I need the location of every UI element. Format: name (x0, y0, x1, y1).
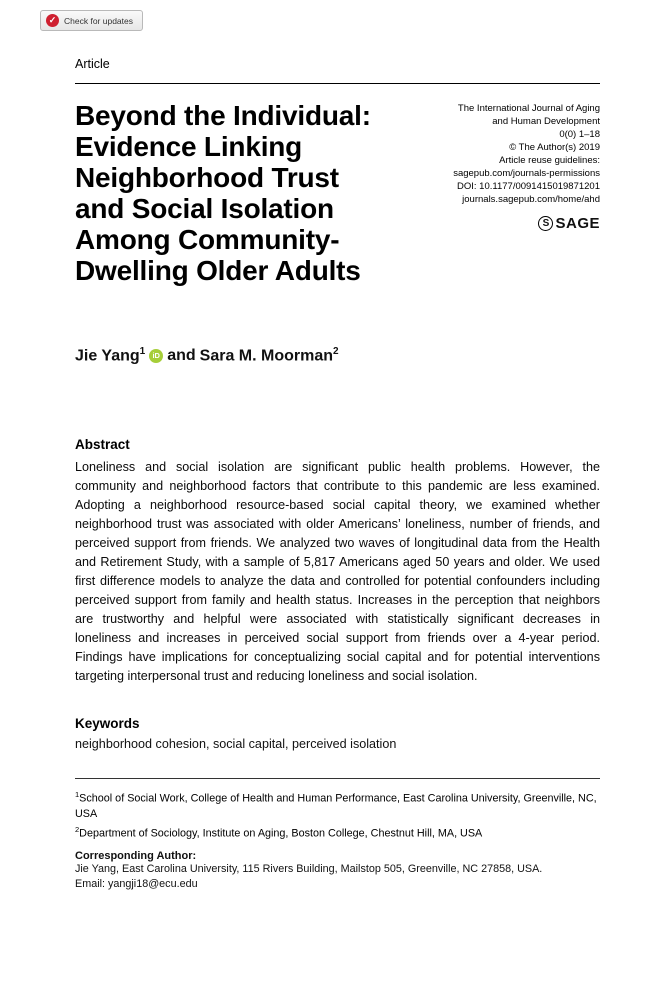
header-rule (75, 83, 600, 84)
journal-doi: DOI: 10.1177/0091415019871201 (457, 181, 600, 192)
journal-info (405, 100, 600, 286)
corresponding-author-address: Jie Yang, East Carolina University, 115 Rivers Building, Mailstop 505, Greenville, NC 27858, USA. (75, 863, 543, 876)
title-line: Beyond the Individual: (75, 100, 371, 131)
author-first: Jie Yang$^1$ (75, 346, 146, 365)
corresponding-author-email-line: Email: yangji18@ecu.edu (75, 878, 198, 891)
affiliation-2: $^2$Department of Sociology, Institute on Aging, Boston College, Chestnut Hill, MA, USA (75, 824, 483, 840)
title-line: Neighborhood Trust (75, 162, 339, 193)
sage-wordmark: SAGE (555, 215, 600, 232)
keywords-heading: Keywords (75, 716, 140, 732)
authors-line (75, 346, 600, 365)
title-line: Dwelling Older Adults (75, 255, 361, 286)
crossmark-icon: ✓ (46, 14, 59, 27)
author-second-affiliation-sup: 2 (333, 346, 339, 357)
author-second: Sara M. Moorman$^2$ (199, 346, 339, 365)
authors-connector: and (167, 346, 196, 364)
journal-name-line: and Human Development (492, 116, 600, 127)
journal-permissions-link[interactable]: sagepub.com/journals-permissions (453, 168, 600, 179)
check-for-updates-label: Check for updates (64, 15, 133, 26)
article-type-label: Article (75, 57, 110, 71)
keywords-text: neighborhood cohesion, social capital, perceived isolation (75, 737, 397, 752)
journal-copyright: © The Author(s) 2019 (509, 142, 600, 153)
check-for-updates-badge[interactable] (40, 10, 143, 31)
affiliation-1: $^1$School of Social Work, College of Health and Human Performance, East Carolina University, Greenville, NC, USA (75, 790, 597, 820)
journal-home-link[interactable]: journals.sagepub.com/home/ahd (462, 194, 600, 205)
orcid-icon[interactable]: iD (149, 349, 163, 363)
article-title (75, 100, 405, 286)
header-row (75, 100, 600, 286)
corresponding-author-heading: Corresponding Author: (75, 850, 197, 863)
footnote-rule (75, 778, 600, 779)
title-line: Among Community- (75, 224, 340, 255)
footnotes-block (75, 778, 600, 892)
sage-s-icon: S (538, 216, 553, 231)
abstract-text: Loneliness and social isolation are significant public health problems. However, the community and neighborhood factors that contribute to this pandemic are less examined. Adopting a neighborhood resource-based social capital theory, we examined whether neighborhood trust was associated with older Americans’ loneliness, number of friends, and perceived support from friends. We analyzed two waves of longitudinal data from the Health and Retirement Study, with a sample of 5,817 Americans aged 50 years and older. We used first difference models to analyze the data and controlled for potential confounders including perceived support from family and health status. Increases in the perception that neighbors are trustworthy and helpful were associated with statistically significant decreases in loneliness and increases in perceived social support from friends over a 4-year period. Findings have implications for conceptualizing social capital and for potential interventions targeting interpersonal trust and reducing loneliness and social isolation. (75, 460, 600, 684)
abstract-heading: Abstract (75, 437, 130, 453)
title-line: Evidence Linking (75, 131, 303, 162)
email-link[interactable]: yangji18@ecu.edu (108, 878, 198, 891)
journal-volume-pages: 0(0) 1–18 (559, 129, 600, 140)
journal-name-line: The International Journal of Aging (457, 103, 600, 114)
sage-logo (538, 215, 600, 232)
journal-reuse-guidelines-label: Article reuse guidelines: (499, 155, 600, 166)
title-line: and Social Isolation (75, 193, 334, 224)
author-first-affiliation-sup: 1 (139, 346, 146, 357)
